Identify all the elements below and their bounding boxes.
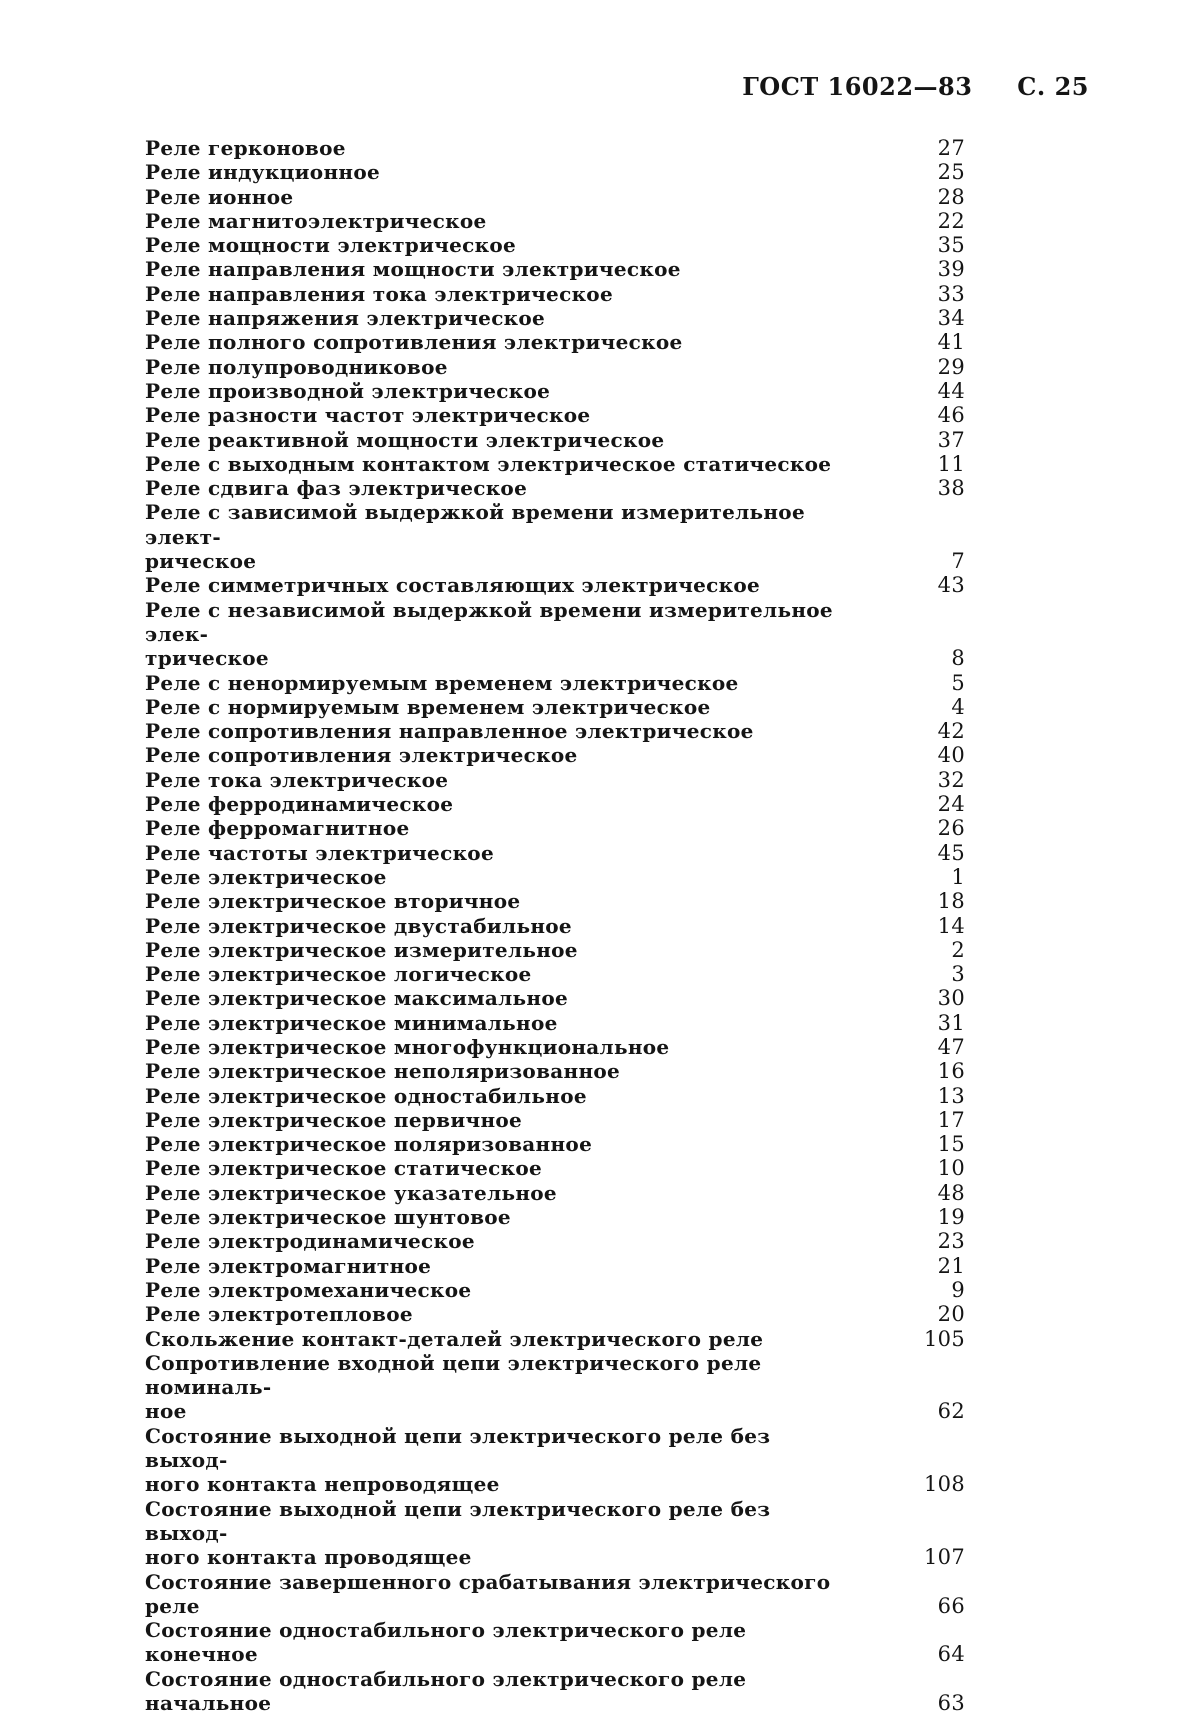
index-term: Реле электрическое одностабильное (145, 1083, 587, 1108)
index-page-number: 48 (937, 1180, 965, 1205)
index-term: Реле электрическое поляризованное (145, 1132, 593, 1157)
index-term: Реле электрическое неполяризованное (145, 1059, 621, 1084)
index-term: Реле реактивной мощности электрическое (145, 427, 665, 452)
index-term: Реле с нормируемым временем электрическое (145, 694, 711, 719)
index-term: Реле электрическое первичное (145, 1107, 523, 1132)
index-page-number: 39 (937, 257, 965, 282)
index-page-number: 44 (937, 378, 965, 403)
index-entry (145, 1424, 1090, 1497)
index-page-number: 5 (951, 670, 965, 695)
index-entry (145, 792, 1090, 816)
index-term: Реле герконовое (145, 136, 346, 160)
index-term: Реле электрическое логическое (145, 962, 532, 987)
index-page-number: 64 (937, 1642, 965, 1667)
index-page-number: 15 (937, 1132, 965, 1157)
index-term: Реле электродинамическое (145, 1229, 475, 1254)
index-entry (145, 1205, 1090, 1229)
index-page-number: 16 (937, 1059, 965, 1084)
index-term: Реле напряжения электрическое (145, 306, 546, 331)
index-page-number: 46 (937, 403, 965, 428)
index-entry (145, 136, 1090, 160)
index-term: Реле с выходным контактом электрическое статическое (145, 451, 832, 476)
index-page-number: 27 (937, 136, 965, 160)
index-term: Состояние выходной цепи электрического реле без выход- ного контакта непроводящее (145, 1423, 771, 1497)
index-entry (145, 428, 1090, 452)
index-page-number: 108 (924, 1472, 965, 1497)
index-entry (145, 355, 1090, 379)
index-entry (145, 695, 1090, 719)
index-page-number: 43 (937, 573, 965, 598)
index-term: Реле электрическое измерительное (145, 937, 578, 962)
index-page-number: 105 (924, 1326, 965, 1351)
index-entry (145, 1278, 1090, 1302)
index-entry (145, 1108, 1090, 1132)
index-page-number: 63 (937, 1691, 965, 1715)
index-term: Реле индукционное (145, 160, 380, 185)
index-entry (145, 671, 1090, 695)
index-entry (145, 1132, 1090, 1156)
index-page-number: 25 (937, 160, 965, 185)
index-entry (145, 185, 1090, 209)
index-term: Реле электрическое двустабильное (145, 913, 572, 938)
index-entry (145, 233, 1090, 257)
index-entry (145, 160, 1090, 184)
index-entry (145, 768, 1090, 792)
index-page-number: 31 (937, 1010, 965, 1035)
index-term: Реле электромагнитное (145, 1253, 432, 1278)
index-page-number: 1 (951, 864, 965, 889)
index-entry (145, 1351, 1090, 1424)
index-term: Состояние одностабильного электрического реле конечное (145, 1618, 747, 1667)
page-number: С. 25 (1017, 72, 1089, 101)
index-entry (145, 1035, 1090, 1059)
index-term: Реле сдвига фаз электрическое (145, 476, 528, 501)
index-page-number: 62 (937, 1399, 965, 1424)
index-entry (145, 306, 1090, 330)
index-page-number: 7 (951, 549, 965, 574)
index-term: Состояние выходной цепи электрического реле без выход- ного контакта проводящее (145, 1496, 771, 1570)
index-entry (145, 719, 1090, 743)
index-term: Реле ферродинамическое (145, 792, 454, 817)
index-term: Реле с зависимой выдержкой времени измерительное элект- рическое (145, 500, 805, 574)
index-page-number: 18 (937, 889, 965, 914)
index-entry (145, 452, 1090, 476)
index-entry (145, 1618, 1090, 1667)
index-entry (145, 1229, 1090, 1253)
index-page-number: 4 (951, 694, 965, 719)
index-entry (145, 1156, 1090, 1180)
index-term: Реле направления мощности электрическое (145, 257, 681, 282)
index-entry (145, 403, 1090, 427)
index-term: Реле ферромагнитное (145, 816, 410, 841)
index-entry (145, 962, 1090, 986)
index-page-number: 17 (937, 1107, 965, 1132)
index-page-number: 3 (951, 962, 965, 987)
index-page-number: 22 (937, 208, 965, 233)
index-entry (145, 573, 1090, 597)
index-page-number: 13 (937, 1083, 965, 1108)
index-term: Сопротивление входной цепи электрического реле номиналь- ное (145, 1350, 762, 1424)
index-entry (145, 1084, 1090, 1108)
index-page-number: 8 (951, 646, 965, 671)
index-entry (145, 209, 1090, 233)
index-term: Реле магнитоэлектрическое (145, 208, 487, 233)
index-entry (145, 889, 1090, 913)
index-entry (145, 914, 1090, 938)
standard-number: ГОСТ 16022—83 (742, 72, 973, 101)
index-term: Реле сопротивления направленное электрическое (145, 719, 754, 744)
index-term: Реле с ненормируемым временем электрическое (145, 670, 739, 695)
index-page-number: 26 (937, 816, 965, 841)
index-page-number: 29 (937, 354, 965, 379)
index-term: Реле электрическое шунтовое (145, 1205, 511, 1230)
index-page-number: 107 (924, 1545, 965, 1570)
index-page-number: 33 (937, 281, 965, 306)
index-page-number: 20 (937, 1302, 965, 1327)
index-entry (145, 986, 1090, 1010)
index-term: Реле электромеханическое (145, 1277, 472, 1302)
index-entry (145, 1181, 1090, 1205)
index-page-number: 47 (937, 1034, 965, 1059)
index-entry (145, 743, 1090, 767)
index-term: Реле сопротивления электрическое (145, 743, 578, 768)
index-term: Реле симметричных составляющих электрическое (145, 573, 761, 598)
index-page-number: 41 (937, 330, 965, 355)
index-entry (145, 1302, 1090, 1326)
index-page-number: 2 (951, 937, 965, 962)
index-entry (145, 1497, 1090, 1570)
index-term: Реле электрическое указательное (145, 1180, 557, 1205)
subject-index (145, 136, 1090, 1715)
index-entry (145, 865, 1090, 889)
index-entry (145, 1254, 1090, 1278)
index-entry (145, 1570, 1090, 1619)
index-term: Реле разности частот электрическое (145, 403, 591, 428)
index-page-number: 38 (937, 476, 965, 501)
index-entry (145, 1011, 1090, 1035)
index-term: Скольжение контакт-деталей электрического реле (145, 1326, 764, 1351)
index-term: Реле полупроводниковое (145, 354, 448, 379)
index-page-number: 30 (937, 986, 965, 1011)
index-term: Реле ионное (145, 184, 294, 209)
index-entry (145, 476, 1090, 500)
index-term: Реле частоты электрическое (145, 840, 494, 865)
index-term: Реле электрическое многофункциональное (145, 1034, 670, 1059)
index-entry (145, 379, 1090, 403)
index-page-number: 11 (937, 451, 965, 476)
index-term: Состояние одностабильного электрического реле начальное (145, 1666, 747, 1715)
index-page-number: 23 (937, 1229, 965, 1254)
index-entry (145, 282, 1090, 306)
index-page-number: 37 (937, 427, 965, 452)
index-term: Реле направления тока электрическое (145, 281, 613, 306)
index-entry (145, 1327, 1090, 1351)
index-page-number: 9 (951, 1277, 965, 1302)
index-entry (145, 500, 1090, 573)
index-term: Реле электрическое (145, 864, 387, 889)
index-term: Состояние завершенного срабатывания электрического реле (145, 1569, 831, 1618)
index-page-number: 34 (937, 306, 965, 331)
index-page-number: 66 (937, 1593, 965, 1618)
index-page-number: 24 (937, 792, 965, 817)
index-page-number: 40 (937, 743, 965, 768)
index-term: Реле электротепловое (145, 1302, 413, 1327)
index-page-number: 35 (937, 233, 965, 258)
index-entry (145, 816, 1090, 840)
index-term: Реле электрическое вторичное (145, 889, 521, 914)
index-term: Реле полного сопротивления электрическое (145, 330, 683, 355)
index-term: Реле электрическое минимальное (145, 1010, 558, 1035)
index-term: Реле с независимой выдержкой времени измерительное элек- трическое (145, 597, 833, 671)
index-page-number: 10 (937, 1156, 965, 1181)
index-page-number: 21 (937, 1253, 965, 1278)
index-entry (145, 1667, 1090, 1715)
index-entry (145, 841, 1090, 865)
index-term: Реле производной электрическое (145, 378, 551, 403)
index-page-number: 28 (937, 184, 965, 209)
index-term: Реле электрическое максимальное (145, 986, 569, 1011)
page-header (742, 72, 1089, 101)
index-page-number: 45 (937, 840, 965, 865)
index-page-number: 42 (937, 719, 965, 744)
index-entry (145, 598, 1090, 671)
index-page-number: 14 (937, 913, 965, 938)
index-term: Реле мощности электрическое (145, 233, 517, 258)
index-page-number: 32 (937, 767, 965, 792)
index-entry (145, 330, 1090, 354)
index-term: Реле тока электрическое (145, 767, 449, 792)
index-entry (145, 257, 1090, 281)
index-page-number: 19 (937, 1205, 965, 1230)
index-entry (145, 938, 1090, 962)
index-entry (145, 1059, 1090, 1083)
index-term: Реле электрическое статическое (145, 1156, 543, 1181)
